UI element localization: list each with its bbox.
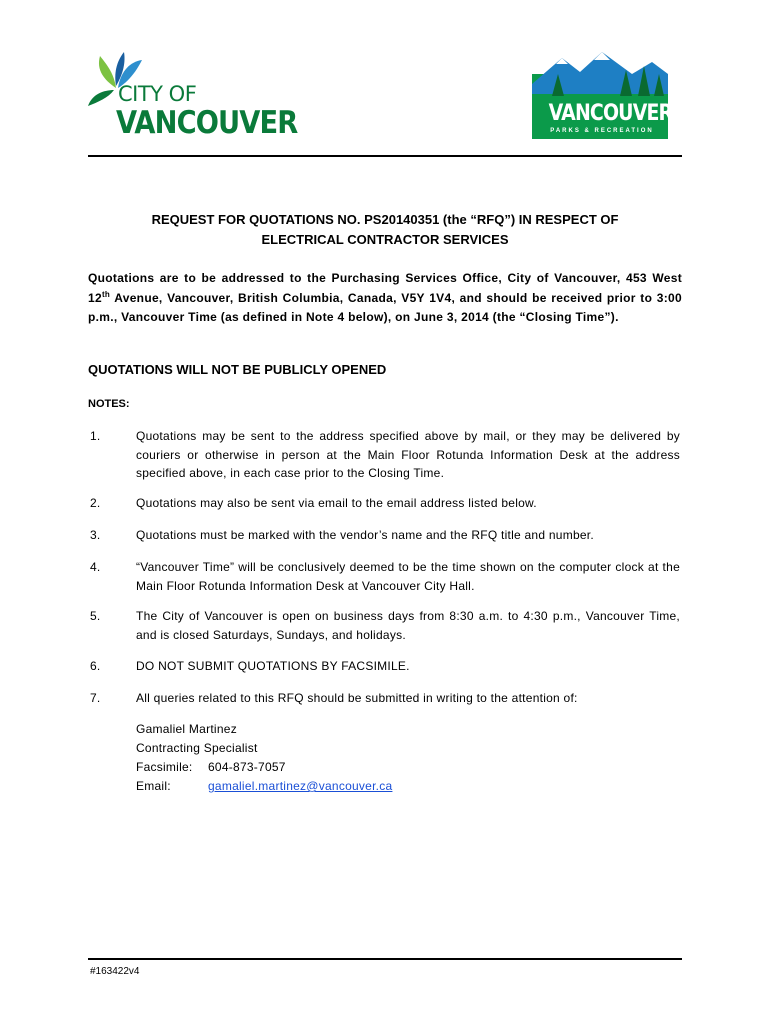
note-text: DO NOT SUBMIT QUOTATIONS BY FACSIMILE. (136, 659, 410, 673)
contact-name: Gamaliel Martinez (136, 722, 237, 736)
note-text: All queries related to this RFQ should be submitted in writing to the attention of: (136, 691, 578, 705)
intro-text-part-1: Quotations are to be addressed to the Purchasing Services Office, City of Vancouver, 453 West 12 (88, 271, 682, 305)
contact-role: Contracting Specialist (136, 741, 258, 755)
mountains-trees-icon (522, 44, 680, 104)
note-number: 6. (90, 659, 101, 673)
document-title (88, 210, 682, 250)
logo-vancouver-banner: VANCOUVER (548, 101, 673, 126)
header-divider (88, 155, 682, 157)
document-id: #163422v4 (90, 966, 140, 977)
fax-label: Facsimile: (136, 760, 193, 774)
title-line-2: ELECTRICAL CONTRACTOR SERVICES (261, 232, 509, 247)
contact-email-row (136, 777, 392, 796)
logo-vancouver-text: VANCOUVER (116, 105, 298, 141)
intro-text-part-2: Avenue, Vancouver, British Columbia, Canada, V5Y 1V4, and should be received prior to 3:00 p.m., Vancouver Time (as defined in Note 4 below), on June 3, 2014 (the “Closing Time”). (88, 290, 682, 324)
notes-heading: NOTES: (88, 398, 130, 410)
email-label: Email: (136, 779, 171, 793)
note-text: Quotations must be marked with the vendor’s name and the RFQ title and number. (136, 528, 594, 542)
contact-fax-row (136, 758, 392, 777)
note-number: 1. (90, 429, 101, 443)
fax-number: 604-873-7057 (208, 760, 286, 774)
note-number: 4. (90, 560, 101, 574)
note-text: “Vancouver Time” will be conclusively deemed to be the time shown on the computer clock at the Main Floor Rotunda Information Desk at Vancouver City Hall. (136, 560, 680, 593)
note-number: 3. (90, 528, 101, 542)
city-of-vancouver-logo (86, 50, 298, 145)
footer-divider (88, 958, 682, 960)
not-opened-heading: QUOTATIONS WILL NOT BE PUBLICLY OPENED (88, 362, 387, 377)
note-number: 2. (90, 496, 101, 510)
note-text: Quotations may be sent to the address specified above by mail, or they may be delivered by couriers or otherwise in person at the Main Floor Rotunda Information Desk at the address specified above, in each case prior to the Closing Time. (136, 429, 680, 480)
logo-city-of-text: CITY OF (118, 82, 197, 106)
email-link[interactable]: gamaliel.martinez@vancouver.ca (208, 779, 393, 793)
title-line-1: REQUEST FOR QUOTATIONS NO. PS20140351 (the “RFQ”) IN RESPECT OF (151, 212, 619, 227)
note-text: Quotations may also be sent via email to the email address listed below. (136, 496, 537, 510)
note-number: 5. (90, 609, 101, 623)
note-number: 7. (90, 691, 101, 705)
intro-paragraph (88, 269, 682, 328)
logo-subtitle: PARKS & RECREATION (550, 128, 654, 134)
contact-block (136, 720, 392, 796)
note-text: The City of Vancouver is open on business days from 8:30 a.m. to 4:30 p.m., Vancouver Time, and is closed Saturdays, Sundays, and holidays. (136, 609, 680, 642)
intro-superscript: th (101, 289, 111, 299)
parks-recreation-logo (522, 44, 680, 139)
